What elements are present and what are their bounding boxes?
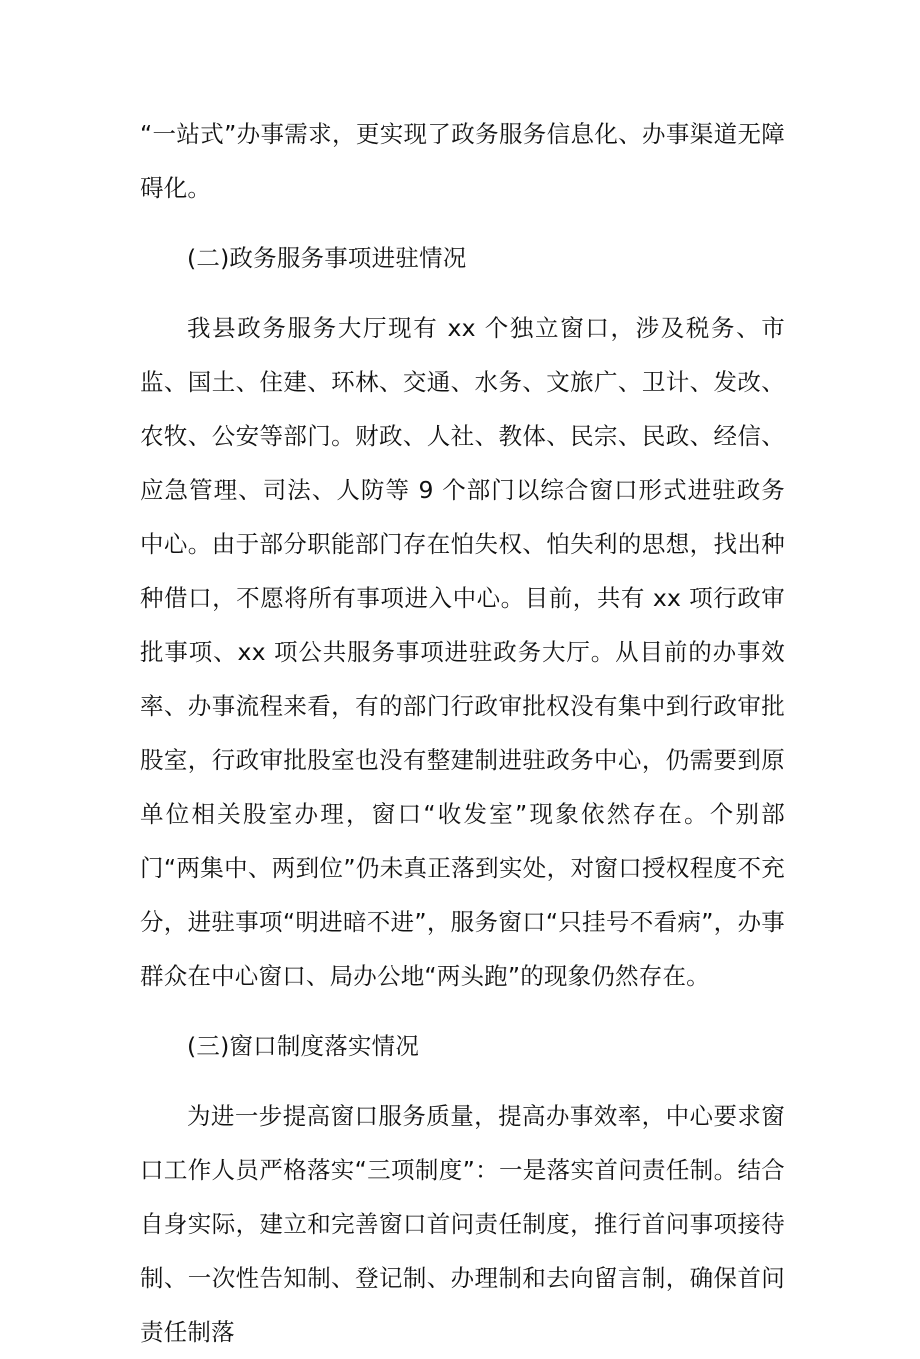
document-body [140,107,785,1359]
section-heading-2: (二)政务服务事项进驻情况 [187,244,467,272]
paragraph-3: 为进一步提高窗口服务质量，提高办事效率，中心要求窗口工作人员严格落实“三项制度”：一是落实首问责任制。结合自身实际，建立和完善窗口首问责任制度，推行首问事项接待制、一次性告知制、登记制、办理制和去向留言制，确保首问责任制落 [140,1102,785,1346]
paragraph-continuation: “一站式”办事需求，更实现了政务服务信息化、办事渠道无障碍化。 [140,120,785,202]
paragraph-2: 我县政务服务大厅现有 xx 个独立窗口，涉及税务、市监、国土、住建、环林、交通、水务、文旅广、卫计、发改、农牧、公安等部门。财政、人社、教体、民宗、民政、经信、应急管理、司法、人防等 9 个部门以综合窗口形式进驻政务中心。由于部分职能部门存在怕失权、怕失利的思想，找出种种借口，不愿将所有事项进入中心。目前，共有 xx 项行政审批事项、xx 项公共服务事项进驻政务大厅。从目前的办事效率、办事流程来看，有的部门行政审批权没有集中到行政审批股室，行政审批股室也没有整建制进驻政务中心，仍需要到原单位相关股室办理，窗口“收发室”现象依然存在。个别部门“两集中、两到位”仍未真正落到实处，对窗口授权程度不充分，进驻事项“明进暗不进”，服务窗口“只挂号不看病”，办事群众在中心窗口、局办公地“两头跑”的现象仍然存在。 [140,314,785,990]
section-heading-3: (三)窗口制度落实情况 [187,1032,420,1060]
